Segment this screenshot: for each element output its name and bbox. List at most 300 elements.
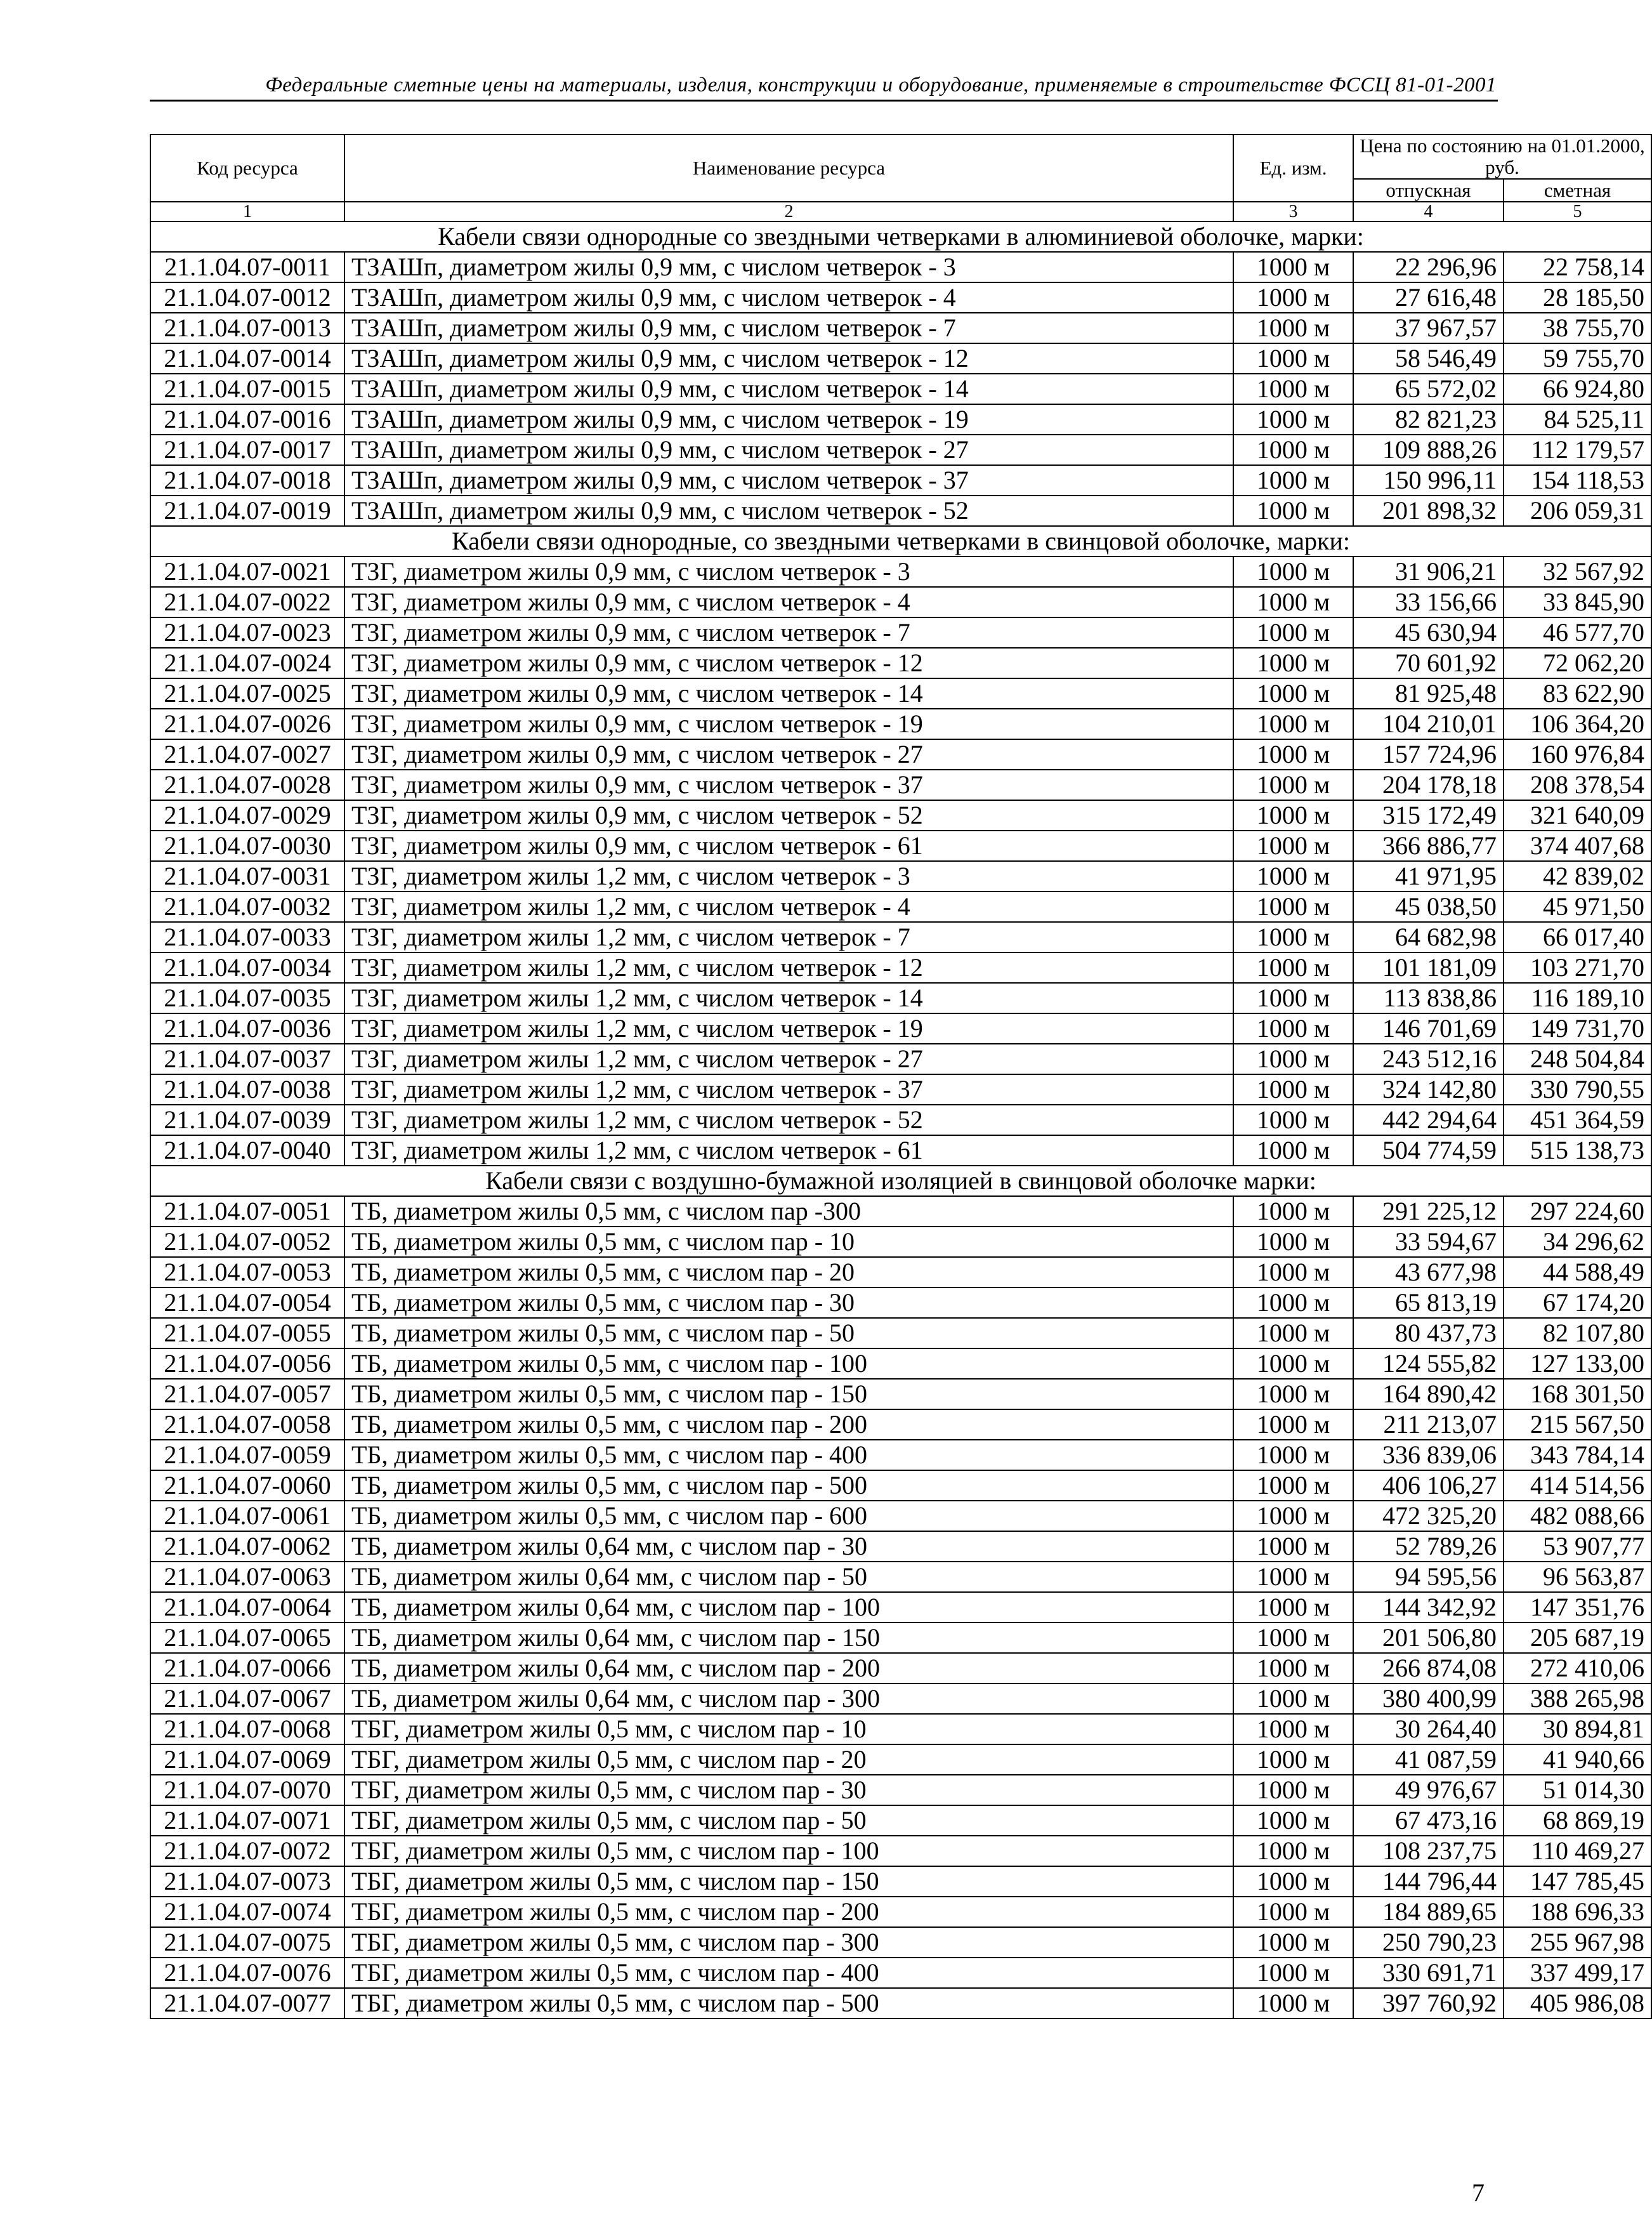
- price-release: 82 821,23: [1353, 404, 1504, 435]
- price-estimate: 22 758,14: [1504, 252, 1651, 282]
- table-row: [150, 1866, 1651, 1897]
- table-row: [150, 709, 1651, 739]
- unit-of-measure: 1000 м: [1233, 1196, 1353, 1227]
- header-rule: [150, 100, 1498, 102]
- resource-name: ТЗГ, диаметром жилы 0,9 мм, с числом четверок - 14: [344, 678, 1233, 709]
- resource-code: 21.1.04.07-0038: [150, 1074, 344, 1105]
- price-release: 37 967,57: [1353, 313, 1504, 343]
- table-row: [150, 861, 1651, 892]
- resource-name: ТЗАШп, диаметром жилы 0,9 мм, с числом четверок - 12: [344, 343, 1233, 374]
- unit-of-measure: 1000 м: [1233, 1044, 1353, 1074]
- unit-of-measure: 1000 м: [1233, 739, 1353, 770]
- resource-name: ТБ, диаметром жилы 0,5 мм, с числом пар - 600: [344, 1501, 1233, 1531]
- price-estimate: 84 525,11: [1504, 404, 1651, 435]
- resource-name: ТБ, диаметром жилы 0,5 мм, с числом пар - 20: [344, 1257, 1233, 1288]
- unit-of-measure: 1000 м: [1233, 983, 1353, 1013]
- resource-name: ТЗГ, диаметром жилы 0,9 мм, с числом четверок - 52: [344, 800, 1233, 831]
- resource-code: 21.1.04.07-0033: [150, 922, 344, 952]
- price-release: 266 874,08: [1353, 1653, 1504, 1683]
- table-row: [150, 587, 1651, 617]
- price-release: 250 790,23: [1353, 1927, 1504, 1958]
- resource-name: ТБ, диаметром жилы 0,5 мм, с числом пар - 50: [344, 1318, 1233, 1348]
- unit-of-measure: 1000 м: [1233, 1348, 1353, 1379]
- resource-name: ТБГ, диаметром жилы 0,5 мм, с числом пар - 400: [344, 1958, 1233, 1988]
- resource-code: 21.1.04.07-0070: [150, 1775, 344, 1805]
- price-estimate: 147 785,45: [1504, 1866, 1651, 1897]
- section-title: Кабели связи однородные со звездными четверками в алюминиевой оболочке, марки:: [150, 221, 1651, 252]
- resource-code: 21.1.04.07-0032: [150, 892, 344, 922]
- price-estimate: 147 351,76: [1504, 1592, 1651, 1623]
- resource-name: ТЗГ, диаметром жилы 1,2 мм, с числом четверок - 27: [344, 1044, 1233, 1074]
- resource-name: ТБГ, диаметром жилы 0,5 мм, с числом пар - 10: [344, 1714, 1233, 1744]
- price-estimate: 168 301,50: [1504, 1379, 1651, 1409]
- resource-code: 21.1.04.07-0024: [150, 648, 344, 678]
- resource-name: ТЗГ, диаметром жилы 0,9 мм, с числом четверок - 3: [344, 556, 1233, 587]
- resource-name: ТБГ, диаметром жилы 0,5 мм, с числом пар - 150: [344, 1866, 1233, 1897]
- table-row: [150, 983, 1651, 1013]
- resource-code: 21.1.04.07-0063: [150, 1562, 344, 1592]
- resource-name: ТЗАШп, диаметром жилы 0,9 мм, с числом четверок - 37: [344, 465, 1233, 496]
- unit-of-measure: 1000 м: [1233, 1897, 1353, 1927]
- section-title: Кабели связи однородные, со звездными четверками в свинцовой оболочке, марки:: [150, 526, 1651, 556]
- unit-of-measure: 1000 м: [1233, 1379, 1353, 1409]
- price-release: 33 156,66: [1353, 587, 1504, 617]
- table-row: [150, 343, 1651, 374]
- price-release: 291 225,12: [1353, 1196, 1504, 1227]
- price-estimate: 205 687,19: [1504, 1623, 1651, 1653]
- resource-code: 21.1.04.07-0011: [150, 252, 344, 282]
- resource-code: 21.1.04.07-0061: [150, 1501, 344, 1531]
- price-release: 41 087,59: [1353, 1744, 1504, 1775]
- price-release: 164 890,42: [1353, 1379, 1504, 1409]
- price-release: 144 342,92: [1353, 1592, 1504, 1623]
- price-release: 108 237,75: [1353, 1836, 1504, 1866]
- resource-name: ТБ, диаметром жилы 0,64 мм, с числом пар - 100: [344, 1592, 1233, 1623]
- table-row: [150, 1135, 1651, 1166]
- price-release: 65 813,19: [1353, 1288, 1504, 1318]
- table-row: [150, 1257, 1651, 1288]
- table-row: [150, 282, 1651, 313]
- table-row: [150, 739, 1651, 770]
- price-release: 67 473,16: [1353, 1805, 1504, 1836]
- header-price-release: отпускная: [1353, 179, 1504, 202]
- table-row: [150, 1836, 1651, 1866]
- resource-name: ТБ, диаметром жилы 0,5 мм, с числом пар - 500: [344, 1470, 1233, 1501]
- header-price-estimate: сметная: [1504, 179, 1651, 202]
- column-number: 5: [1504, 202, 1651, 221]
- price-estimate: 28 185,50: [1504, 282, 1651, 313]
- unit-of-measure: 1000 м: [1233, 617, 1353, 648]
- unit-of-measure: 1000 м: [1233, 1135, 1353, 1166]
- unit-of-measure: 1000 м: [1233, 496, 1353, 526]
- resource-code: 21.1.04.07-0068: [150, 1714, 344, 1744]
- resource-name: ТБ, диаметром жилы 0,64 мм, с числом пар - 30: [344, 1531, 1233, 1562]
- unit-of-measure: 1000 м: [1233, 282, 1353, 313]
- price-release: 150 996,11: [1353, 465, 1504, 496]
- unit-of-measure: 1000 м: [1233, 1683, 1353, 1714]
- resource-name: ТЗГ, диаметром жилы 1,2 мм, с числом четверок - 37: [344, 1074, 1233, 1105]
- table-row: [150, 374, 1651, 404]
- resource-name: ТЗГ, диаметром жилы 0,9 мм, с числом четверок - 12: [344, 648, 1233, 678]
- unit-of-measure: 1000 м: [1233, 465, 1353, 496]
- price-estimate: 32 567,92: [1504, 556, 1651, 587]
- unit-of-measure: 1000 м: [1233, 1592, 1353, 1623]
- price-estimate: 388 265,98: [1504, 1683, 1651, 1714]
- unit-of-measure: 1000 м: [1233, 404, 1353, 435]
- resource-name: ТБ, диаметром жилы 0,5 мм, с числом пар - 200: [344, 1409, 1233, 1440]
- price-estimate: 482 088,66: [1504, 1501, 1651, 1531]
- price-estimate: 110 469,27: [1504, 1836, 1651, 1866]
- price-release: 64 682,98: [1353, 922, 1504, 952]
- table-row: [150, 1744, 1651, 1775]
- price-release: 146 701,69: [1353, 1013, 1504, 1044]
- column-number: 4: [1353, 202, 1504, 221]
- resource-name: ТЗГ, диаметром жилы 0,9 мм, с числом четверок - 19: [344, 709, 1233, 739]
- price-release: 31 906,21: [1353, 556, 1504, 587]
- resource-code: 21.1.04.07-0051: [150, 1196, 344, 1227]
- unit-of-measure: 1000 м: [1233, 1013, 1353, 1044]
- resource-code: 21.1.04.07-0058: [150, 1409, 344, 1440]
- resource-name: ТЗГ, диаметром жилы 0,9 мм, с числом четверок - 7: [344, 617, 1233, 648]
- unit-of-measure: 1000 м: [1233, 1714, 1353, 1744]
- unit-of-measure: 1000 м: [1233, 678, 1353, 709]
- table-row: [150, 556, 1651, 587]
- resource-code: 21.1.04.07-0013: [150, 313, 344, 343]
- resource-name: ТЗАШп, диаметром жилы 0,9 мм, с числом четверок - 52: [344, 496, 1233, 526]
- resource-name: ТБ, диаметром жилы 0,5 мм, с числом пар - 10: [344, 1227, 1233, 1257]
- resource-name: ТБ, диаметром жилы 0,64 мм, с числом пар - 150: [344, 1623, 1233, 1653]
- unit-of-measure: 1000 м: [1233, 1531, 1353, 1562]
- unit-of-measure: 1000 м: [1233, 1866, 1353, 1897]
- unit-of-measure: 1000 м: [1233, 587, 1353, 617]
- price-estimate: 374 407,68: [1504, 831, 1651, 861]
- price-release: 109 888,26: [1353, 435, 1504, 465]
- table-row: [150, 1196, 1651, 1227]
- resource-name: ТЗАШп, диаметром жилы 0,9 мм, с числом четверок - 3: [344, 252, 1233, 282]
- table-row: [150, 892, 1651, 922]
- unit-of-measure: 1000 м: [1233, 1836, 1353, 1866]
- price-estimate: 66 017,40: [1504, 922, 1651, 952]
- resource-code: 21.1.04.07-0031: [150, 861, 344, 892]
- resource-name: ТЗАШп, диаметром жилы 0,9 мм, с числом четверок - 27: [344, 435, 1233, 465]
- price-estimate: 46 577,70: [1504, 617, 1651, 648]
- resource-code: 21.1.04.07-0069: [150, 1744, 344, 1775]
- resource-name: ТБ, диаметром жилы 0,64 мм, с числом пар - 50: [344, 1562, 1233, 1592]
- table-row: [150, 1775, 1651, 1805]
- price-release: 315 172,49: [1353, 800, 1504, 831]
- resource-code: 21.1.04.07-0027: [150, 739, 344, 770]
- price-estimate: 127 133,00: [1504, 1348, 1651, 1379]
- table-row: [150, 252, 1651, 282]
- resource-code: 21.1.04.07-0025: [150, 678, 344, 709]
- price-estimate: 255 967,98: [1504, 1927, 1651, 1958]
- price-release: 204 178,18: [1353, 770, 1504, 800]
- price-estimate: 67 174,20: [1504, 1288, 1651, 1318]
- resource-name: ТЗАШп, диаметром жилы 0,9 мм, с числом четверок - 14: [344, 374, 1233, 404]
- resource-code: 21.1.04.07-0066: [150, 1653, 344, 1683]
- price-estimate: 59 755,70: [1504, 343, 1651, 374]
- resource-name: ТБГ, диаметром жилы 0,5 мм, с числом пар - 20: [344, 1744, 1233, 1775]
- table-row: [150, 465, 1651, 496]
- price-release: 30 264,40: [1353, 1714, 1504, 1744]
- resource-code: 21.1.04.07-0054: [150, 1288, 344, 1318]
- unit-of-measure: 1000 м: [1233, 800, 1353, 831]
- resource-code: 21.1.04.07-0034: [150, 952, 344, 983]
- price-estimate: 343 784,14: [1504, 1440, 1651, 1470]
- price-release: 211 213,07: [1353, 1409, 1504, 1440]
- resource-code: 21.1.04.07-0076: [150, 1958, 344, 1988]
- price-estimate: 42 839,02: [1504, 861, 1651, 892]
- price-estimate: 188 696,33: [1504, 1897, 1651, 1927]
- price-release: 41 971,95: [1353, 861, 1504, 892]
- resource-name: ТЗГ, диаметром жилы 1,2 мм, с числом четверок - 12: [344, 952, 1233, 983]
- table-row: [150, 1927, 1651, 1958]
- resource-name: ТБ, диаметром жилы 0,5 мм, с числом пар - 400: [344, 1440, 1233, 1470]
- price-release: 58 546,49: [1353, 343, 1504, 374]
- price-estimate: 96 563,87: [1504, 1562, 1651, 1592]
- table-row: [150, 435, 1651, 465]
- unit-of-measure: 1000 м: [1233, 770, 1353, 800]
- resource-code: 21.1.04.07-0055: [150, 1318, 344, 1348]
- resource-name: ТЗГ, диаметром жилы 1,2 мм, с числом четверок - 4: [344, 892, 1233, 922]
- resource-code: 21.1.04.07-0067: [150, 1683, 344, 1714]
- resource-name: ТБГ, диаметром жилы 0,5 мм, с числом пар - 50: [344, 1805, 1233, 1836]
- unit-of-measure: 1000 м: [1233, 922, 1353, 952]
- resource-code: 21.1.04.07-0012: [150, 282, 344, 313]
- table-row: [150, 1805, 1651, 1836]
- price-release: 397 760,92: [1353, 1988, 1504, 2019]
- resource-name: ТЗГ, диаметром жилы 1,2 мм, с числом четверок - 3: [344, 861, 1233, 892]
- table-row: [150, 1013, 1651, 1044]
- resource-code: 21.1.04.07-0059: [150, 1440, 344, 1470]
- table-row: [150, 1440, 1651, 1470]
- resource-code: 21.1.04.07-0022: [150, 587, 344, 617]
- price-release: 70 601,92: [1353, 648, 1504, 678]
- resource-name: ТЗГ, диаметром жилы 0,9 мм, с числом четверок - 4: [344, 587, 1233, 617]
- unit-of-measure: 1000 м: [1233, 831, 1353, 861]
- resource-code: 21.1.04.07-0052: [150, 1227, 344, 1257]
- price-release: 243 512,16: [1353, 1044, 1504, 1074]
- price-estimate: 154 118,53: [1504, 465, 1651, 496]
- price-release: 201 898,32: [1353, 496, 1504, 526]
- price-release: 104 210,01: [1353, 709, 1504, 739]
- price-estimate: 51 014,30: [1504, 1775, 1651, 1805]
- unit-of-measure: 1000 м: [1233, 892, 1353, 922]
- header-price-group: Цена по состоянию на 01.01.2000, руб.: [1353, 135, 1651, 179]
- price-estimate: 297 224,60: [1504, 1196, 1651, 1227]
- unit-of-measure: 1000 м: [1233, 556, 1353, 587]
- resource-name: ТБГ, диаметром жилы 0,5 мм, с числом пар - 100: [344, 1836, 1233, 1866]
- table-row: [150, 1623, 1651, 1653]
- resource-code: 21.1.04.07-0073: [150, 1866, 344, 1897]
- resource-name: ТБ, диаметром жилы 0,5 мм, с числом пар - 150: [344, 1379, 1233, 1409]
- running-header: Федеральные сметные цены на материалы, изделия, конструкции и оборудование, применяемые в строительстве ФССЦ 81-01-2001: [265, 74, 1497, 96]
- section-heading-row: [150, 526, 1651, 556]
- unit-of-measure: 1000 м: [1233, 709, 1353, 739]
- price-estimate: 337 499,17: [1504, 1958, 1651, 1988]
- unit-of-measure: 1000 м: [1233, 1318, 1353, 1348]
- price-release: 49 976,67: [1353, 1775, 1504, 1805]
- price-release: 113 838,86: [1353, 983, 1504, 1013]
- resource-code: 21.1.04.07-0036: [150, 1013, 344, 1044]
- price-estimate: 68 869,19: [1504, 1805, 1651, 1836]
- unit-of-measure: 1000 м: [1233, 252, 1353, 282]
- price-release: 201 506,80: [1353, 1623, 1504, 1653]
- price-estimate: 321 640,09: [1504, 800, 1651, 831]
- unit-of-measure: 1000 м: [1233, 1440, 1353, 1470]
- table-row: [150, 1683, 1651, 1714]
- table-row: [150, 1318, 1651, 1348]
- section-title: Кабели связи с воздушно-бумажной изоляцией в свинцовой оболочке марки:: [150, 1166, 1651, 1196]
- unit-of-measure: 1000 м: [1233, 1958, 1353, 1988]
- table-row: [150, 678, 1651, 709]
- resource-code: 21.1.04.07-0071: [150, 1805, 344, 1836]
- resource-code: 21.1.04.07-0023: [150, 617, 344, 648]
- price-estimate: 451 364,59: [1504, 1105, 1651, 1135]
- price-release: 33 594,67: [1353, 1227, 1504, 1257]
- resource-code: 21.1.04.07-0064: [150, 1592, 344, 1623]
- unit-of-measure: 1000 м: [1233, 374, 1353, 404]
- price-estimate: 103 271,70: [1504, 952, 1651, 983]
- resource-name: ТБГ, диаметром жилы 0,5 мм, с числом пар - 300: [344, 1927, 1233, 1958]
- resource-code: 21.1.04.07-0056: [150, 1348, 344, 1379]
- price-table: [150, 134, 1652, 2019]
- table-row: [150, 952, 1651, 983]
- resource-name: ТЗГ, диаметром жилы 1,2 мм, с числом четверок - 7: [344, 922, 1233, 952]
- resource-code: 21.1.04.07-0039: [150, 1105, 344, 1135]
- price-release: 157 724,96: [1353, 739, 1504, 770]
- price-estimate: 515 138,73: [1504, 1135, 1651, 1166]
- resource-code: 21.1.04.07-0075: [150, 1927, 344, 1958]
- price-release: 472 325,20: [1353, 1501, 1504, 1531]
- table-row: [150, 1227, 1651, 1257]
- price-release: 380 400,99: [1353, 1683, 1504, 1714]
- price-estimate: 149 731,70: [1504, 1013, 1651, 1044]
- resource-name: ТБ, диаметром жилы 0,64 мм, с числом пар - 200: [344, 1653, 1233, 1683]
- table-row: [150, 496, 1651, 526]
- table-row: [150, 1988, 1651, 2019]
- unit-of-measure: 1000 м: [1233, 1988, 1353, 2019]
- resource-name: ТЗГ, диаметром жилы 1,2 мм, с числом четверок - 19: [344, 1013, 1233, 1044]
- resource-name: ТЗАШп, диаметром жилы 0,9 мм, с числом четверок - 19: [344, 404, 1233, 435]
- price-release: 43 677,98: [1353, 1257, 1504, 1288]
- price-release: 504 774,59: [1353, 1135, 1504, 1166]
- table-row: [150, 1592, 1651, 1623]
- price-release: 442 294,64: [1353, 1105, 1504, 1135]
- table-row: [150, 1562, 1651, 1592]
- unit-of-measure: 1000 м: [1233, 1501, 1353, 1531]
- resource-code: 21.1.04.07-0057: [150, 1379, 344, 1409]
- price-estimate: 215 567,50: [1504, 1409, 1651, 1440]
- price-release: 27 616,48: [1353, 282, 1504, 313]
- table-row: [150, 1531, 1651, 1562]
- unit-of-measure: 1000 м: [1233, 1927, 1353, 1958]
- price-estimate: 106 364,20: [1504, 709, 1651, 739]
- resource-name: ТБГ, диаметром жилы 0,5 мм, с числом пар - 30: [344, 1775, 1233, 1805]
- price-release: 81 925,48: [1353, 678, 1504, 709]
- price-release: 94 595,56: [1353, 1562, 1504, 1592]
- resource-code: 21.1.04.07-0021: [150, 556, 344, 587]
- header-code: Код ресурса: [150, 135, 344, 202]
- table-row: [150, 800, 1651, 831]
- price-estimate: 44 588,49: [1504, 1257, 1651, 1288]
- resource-code: 21.1.04.07-0026: [150, 709, 344, 739]
- resource-code: 21.1.04.07-0030: [150, 831, 344, 861]
- price-estimate: 405 986,08: [1504, 1988, 1651, 2019]
- unit-of-measure: 1000 м: [1233, 343, 1353, 374]
- resource-code: 21.1.04.07-0074: [150, 1897, 344, 1927]
- table-row: [150, 1714, 1651, 1744]
- table-row: [150, 1105, 1651, 1135]
- header-name: Наименование ресурса: [344, 135, 1233, 202]
- section-heading-row: [150, 221, 1651, 252]
- section-heading-row: [150, 1166, 1651, 1196]
- page-number: 7: [1472, 2178, 1485, 2207]
- resource-code: 21.1.04.07-0053: [150, 1257, 344, 1288]
- table-row: [150, 1653, 1651, 1683]
- price-estimate: 83 622,90: [1504, 678, 1651, 709]
- price-release: 22 296,96: [1353, 252, 1504, 282]
- resource-code: 21.1.04.07-0016: [150, 404, 344, 435]
- unit-of-measure: 1000 м: [1233, 952, 1353, 983]
- resource-code: 21.1.04.07-0037: [150, 1044, 344, 1074]
- resource-name: ТБ, диаметром жилы 0,64 мм, с числом пар - 300: [344, 1683, 1233, 1714]
- table-row: [150, 648, 1651, 678]
- resource-name: ТБ, диаметром жилы 0,5 мм, с числом пар -300: [344, 1196, 1233, 1227]
- price-estimate: 34 296,62: [1504, 1227, 1651, 1257]
- unit-of-measure: 1000 м: [1233, 1653, 1353, 1683]
- column-number: 1: [150, 202, 344, 221]
- price-estimate: 414 514,56: [1504, 1470, 1651, 1501]
- resource-code: 21.1.04.07-0017: [150, 435, 344, 465]
- resource-name: ТЗГ, диаметром жилы 0,9 мм, с числом четверок - 27: [344, 739, 1233, 770]
- resource-name: ТЗГ, диаметром жилы 1,2 мм, с числом четверок - 52: [344, 1105, 1233, 1135]
- price-estimate: 41 940,66: [1504, 1744, 1651, 1775]
- unit-of-measure: 1000 м: [1233, 1227, 1353, 1257]
- table-row: [150, 404, 1651, 435]
- price-release: 45 630,94: [1353, 617, 1504, 648]
- price-release: 336 839,06: [1353, 1440, 1504, 1470]
- unit-of-measure: 1000 м: [1233, 1409, 1353, 1440]
- unit-of-measure: 1000 м: [1233, 1288, 1353, 1318]
- unit-of-measure: 1000 м: [1233, 1744, 1353, 1775]
- unit-of-measure: 1000 м: [1233, 1623, 1353, 1653]
- price-release: 80 437,73: [1353, 1318, 1504, 1348]
- table-row: [150, 1348, 1651, 1379]
- unit-of-measure: 1000 м: [1233, 1257, 1353, 1288]
- resource-code: 21.1.04.07-0062: [150, 1531, 344, 1562]
- table-row: [150, 1958, 1651, 1988]
- price-estimate: 248 504,84: [1504, 1044, 1651, 1074]
- table-header-row: [150, 135, 1651, 179]
- table-row: [150, 1379, 1651, 1409]
- resource-name: ТБ, диаметром жилы 0,5 мм, с числом пар - 30: [344, 1288, 1233, 1318]
- resource-name: ТЗГ, диаметром жилы 1,2 мм, с числом четверок - 14: [344, 983, 1233, 1013]
- table-row: [150, 1897, 1651, 1927]
- resource-code: 21.1.04.07-0014: [150, 343, 344, 374]
- resource-code: 21.1.04.07-0019: [150, 496, 344, 526]
- table-row: [150, 770, 1651, 800]
- table-row: [150, 831, 1651, 861]
- price-table-body: [150, 135, 1651, 2019]
- resource-code: 21.1.04.07-0028: [150, 770, 344, 800]
- resource-code: 21.1.04.07-0065: [150, 1623, 344, 1653]
- table-row: [150, 1501, 1651, 1531]
- unit-of-measure: 1000 м: [1233, 313, 1353, 343]
- price-estimate: 330 790,55: [1504, 1074, 1651, 1105]
- price-release: 65 572,02: [1353, 374, 1504, 404]
- price-release: 124 555,82: [1353, 1348, 1504, 1379]
